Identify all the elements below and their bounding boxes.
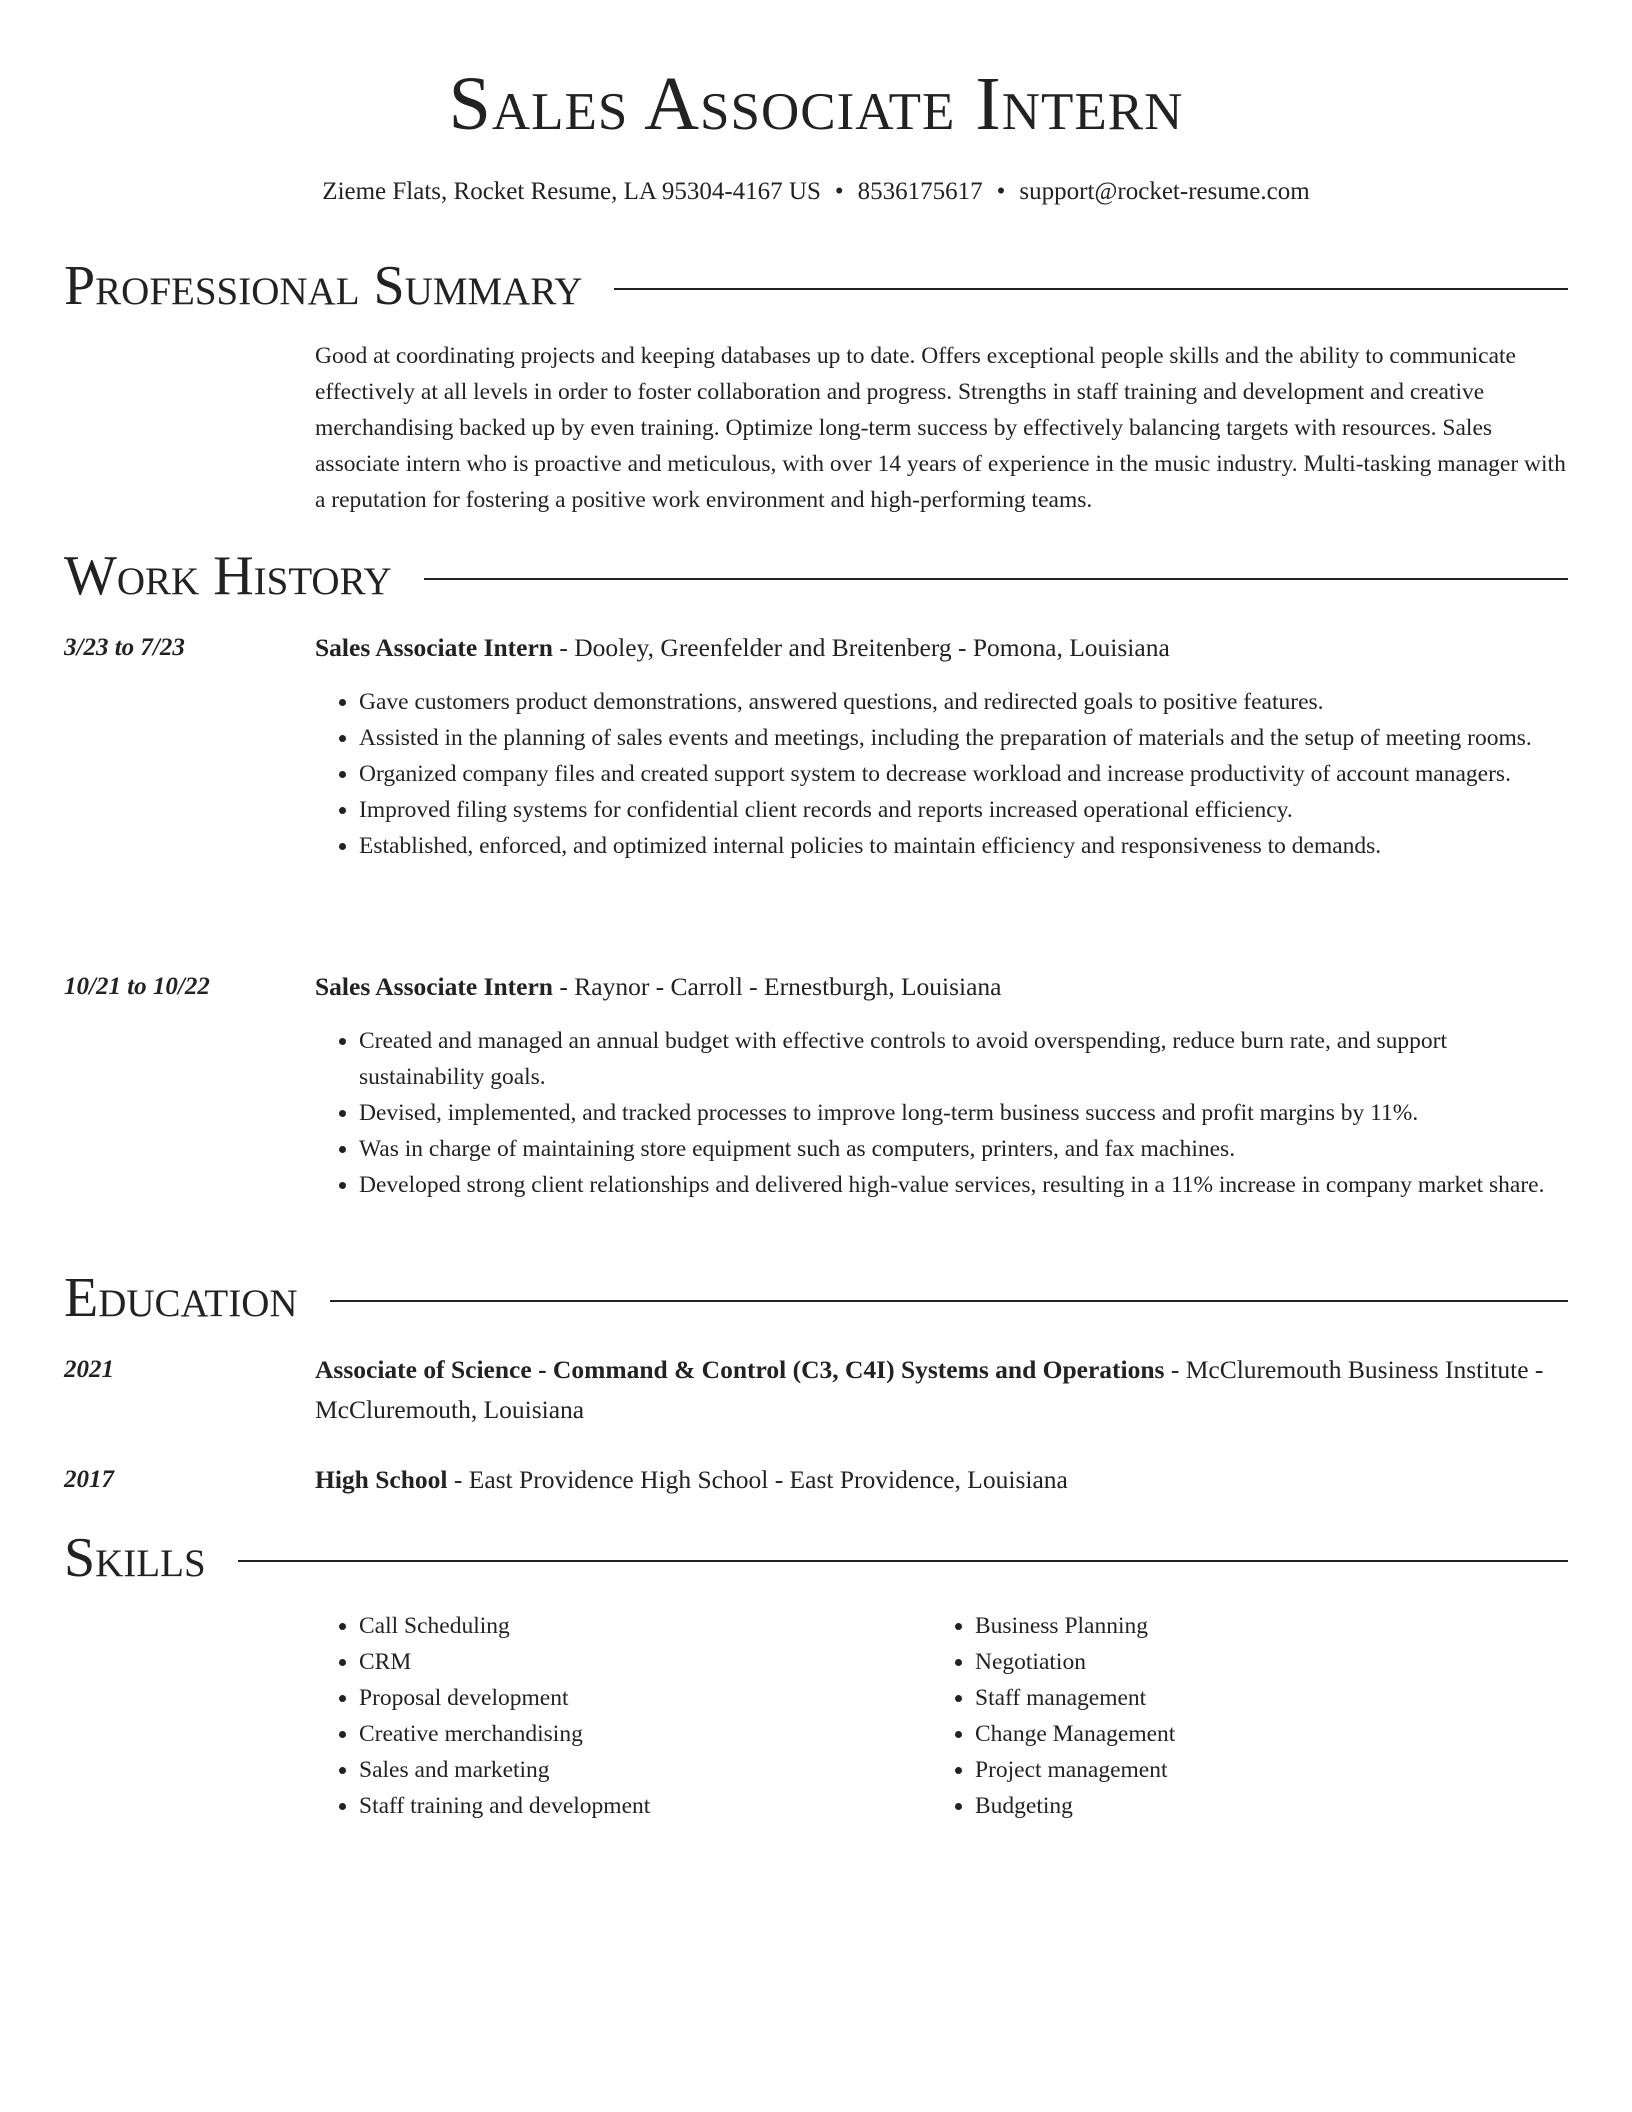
education-institution: - East Providence High School - East Providence, Louisiana xyxy=(447,1465,1068,1494)
summary-text: Good at coordinating projects and keeping databases up to date. Offers exceptional people skills and the ability to communicate effectively at all levels in order to foster collaboration and progress. Strengths in staff training and development and creative merchandising backed up by even training. Optimize long-term success by effectively balancing targets with resources. Sales associate intern who is proactive and meticulous, with over 14 years of experience in the music industry. Multi-tasking manager with a reputation for fostering a positive work environment and high-performing teams. xyxy=(315,343,1566,513)
job-bullets xyxy=(315,1023,1568,1203)
skill-item: • Call Scheduling xyxy=(359,1608,919,1644)
list-item: • Devised, implemented, and tracked processes to improve long-term business success and profit margins by 11%. xyxy=(359,1095,1568,1131)
job-heading xyxy=(315,630,1568,666)
section-title-education: Education xyxy=(64,1267,298,1329)
section-title-summary: Professional Summary xyxy=(64,255,583,317)
job-position: Sales Associate Intern xyxy=(315,972,553,1001)
list-item: • Was in charge of maintaining store equipment such as computers, printers, and fax machines. xyxy=(359,1131,1568,1167)
skill-item: • Negotiation xyxy=(975,1644,1535,1680)
education-institution: - McCluremouth Business Institute - McCluremouth, Louisiana xyxy=(315,1355,1544,1424)
skill-item: • Creative merchandising xyxy=(359,1716,919,1752)
education-heading xyxy=(315,1462,1568,1498)
skill-item: • Staff training and development xyxy=(359,1788,919,1824)
skills-list-right xyxy=(931,1608,1535,1824)
skills-list-left xyxy=(315,1608,919,1824)
section-title-skills: Skills xyxy=(64,1527,206,1589)
contact-separator: • xyxy=(996,178,1006,205)
list-item: • Created and managed an annual budget with effective controls to avoid overspending, reduce burn rate, and support sustainability goals. xyxy=(359,1023,1568,1095)
skill-item: • Proposal development xyxy=(359,1680,919,1716)
section-header-work-history xyxy=(64,544,1568,608)
section-divider xyxy=(424,578,1568,580)
job-dates: 3/23 to 7/23 xyxy=(64,634,185,661)
education-degree: Associate of Science - Command & Control (C3, C4I) Systems and Operations xyxy=(315,1355,1165,1384)
job-position: Sales Associate Intern xyxy=(315,633,553,662)
job-dates: 10/21 to 10/22 xyxy=(64,973,210,1000)
list-item: • Gave customers product demonstrations, answered questions, and redirected goals to positive features. xyxy=(359,684,1568,720)
list-item: • Organized company files and created support system to decrease workload and increase productivity of account managers. xyxy=(359,756,1568,792)
list-item: • Established, enforced, and optimized internal policies to maintain efficiency and responsiveness to demands. xyxy=(359,828,1568,864)
section-divider xyxy=(330,1300,1568,1302)
skill-item: • Sales and marketing xyxy=(359,1752,919,1788)
education-year: 2017 xyxy=(64,1466,114,1493)
job-bullets xyxy=(315,684,1568,864)
contact-email: support@rocket-resume.com xyxy=(1019,178,1310,205)
skill-item: • Business Planning xyxy=(975,1608,1535,1644)
section-divider xyxy=(614,288,1568,290)
list-item: • Improved filing systems for confidential client records and reports increased operational efficiency. xyxy=(359,792,1568,828)
section-header-summary xyxy=(64,254,1568,318)
education-heading xyxy=(315,1350,1568,1430)
section-header-skills xyxy=(64,1526,1568,1590)
job-employer: - Dooley, Greenfelder and Breitenberg - Pomona, Louisiana xyxy=(553,633,1170,662)
section-divider xyxy=(238,1560,1568,1562)
job-employer: - Raynor - Carroll - Ernestburgh, Louisiana xyxy=(553,972,1002,1001)
skill-item: • Change Management xyxy=(975,1716,1535,1752)
list-item: • Developed strong client relationships and delivered high-value services, resulting in a 11% increase in company market share. xyxy=(359,1167,1568,1203)
skill-item: • Project management xyxy=(975,1752,1535,1788)
skill-item: • CRM xyxy=(359,1644,919,1680)
skill-item: • Budgeting xyxy=(975,1788,1535,1824)
contact-address: Zieme Flats, Rocket Resume, LA 95304-4167 US xyxy=(322,178,821,205)
job-heading xyxy=(315,969,1568,1005)
skill-item: • Staff management xyxy=(975,1680,1535,1716)
section-title-work-history: Work History xyxy=(64,545,392,607)
section-header-education xyxy=(64,1266,1568,1330)
contact-separator: • xyxy=(834,178,844,205)
education-degree: High School xyxy=(315,1465,448,1494)
candidate-name: Sales Associate Intern xyxy=(448,62,1184,146)
contact-line xyxy=(0,174,1632,210)
education-year: 2021 xyxy=(64,1356,114,1383)
list-item: • Assisted in the planning of sales events and meetings, including the preparation of materials and the setup of meeting rooms. xyxy=(359,720,1568,756)
contact-phone: 8536175617 xyxy=(857,178,983,205)
